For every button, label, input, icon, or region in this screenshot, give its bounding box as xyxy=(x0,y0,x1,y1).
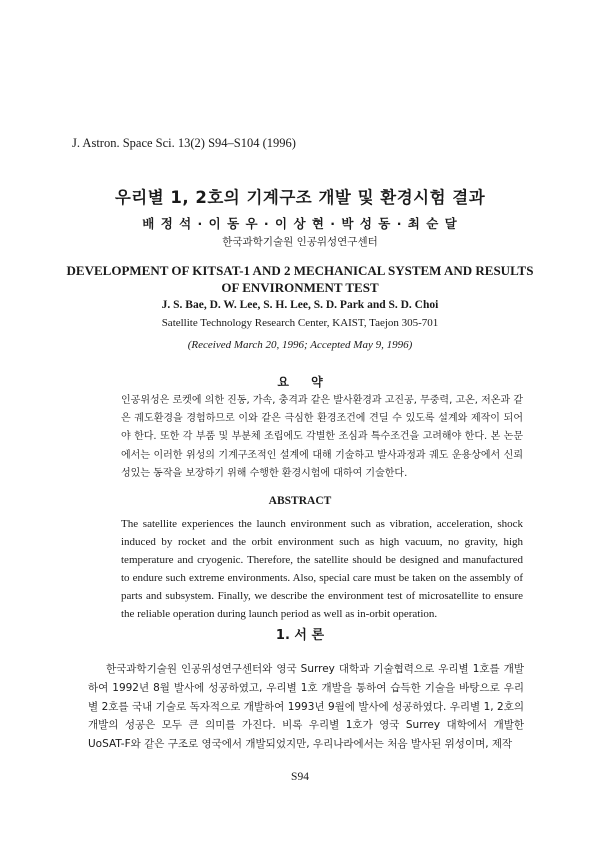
abstract-text: The satellite experiences the launch environment such as vibration, acceleration, shock induced by rocket and the orbit environment such as high vacuum, no gravity, high temperature and cryogenic. Therefore, the satellite should be designed and manufactured to endure such extreme environments. Also, special care must be taken on the assembly of parts and subsystem. Finally, we describe the environment test of microsatellite to ensure the reliable operation during launch period as well as in-orbit operation. xyxy=(121,518,523,620)
journal-reference: J. Astron. Space Sci. 13(2) S94–S104 (1996) xyxy=(72,136,296,150)
page-number: S94 xyxy=(291,771,309,783)
korean-summary-heading: 요 약 xyxy=(277,375,323,389)
korean-title: 우리별 1, 2호의 기계구조 개발 및 환경시험 결과 xyxy=(114,188,486,207)
abstract-heading: ABSTRACT xyxy=(268,495,332,507)
korean-summary: 인공위성은 로켓에 의한 진동, 가속, 충격과 같은 발사환경과 고진공, 무중력, 고온, 저온과 같은 궤도환경을 경험하므로 이와 같은 극심한 환경조건에 견딜 수 있도록 설계와 제작이 되어야 한다. 또한 각 부품 및 부분체 조립에도 각별한 조심과 특수조건을 고려해야 한다. 본 논문에서는 이러한 위성의 기계구조적인 설계에 대해 기술하고 발사과정과 궤도 운용상에서 신뢰성있는 동작을 보장하기 위해 수행한 환경시험에 대하여 기술한다. xyxy=(121,395,523,479)
section-heading: 1. 서 론 xyxy=(275,628,325,643)
intro-paragraph: 한국과학기술원 인공위성연구센터와 영국 Surrey 대학과 기술협력으로 우리별 1호를 개발하여 1992년 8월 발사에 성공하였고, 우리별 1호 개발을 통하여 습득한 기술을 바탕으로 우리별 2호를 국내 기술로 독자적으로 개발하여 1993년 9월에 발사에 성공하였다. 우리별 1, 2호의 개발의 성공은 모두 큰 의미를 가진다. 비록 우리별 1호가 영국 Surrey 대학에서 개발한 UoSAT-F와 같은 구조로 영국에서 개발되었지만, 우리나라에서는 처음 발사된 위성이며, 제작 xyxy=(88,663,524,751)
english-affiliation: Satellite Technology Research Center, KAIST, Taejon 305-701 xyxy=(161,317,439,329)
english-title: DEVELOPMENT OF KITSAT-1 AND 2 MECHANICAL SYSTEM AND RESULTS OF ENVIRONMENT TEST xyxy=(66,263,534,295)
korean-affiliation: 한국과학기술원 인공위성연구센터 xyxy=(222,236,378,248)
english-authors: J. S. Bae, D. W. Lee, S. H. Lee, S. D. Park and S. D. Choi xyxy=(161,299,439,311)
received-date: (Received March 20, 1996; Accepted May 9, 1996) xyxy=(187,339,413,351)
korean-authors: 배 정 석 · 이 동 우 · 이 상 현 · 박 성 동 · 최 순 달 xyxy=(142,216,458,231)
